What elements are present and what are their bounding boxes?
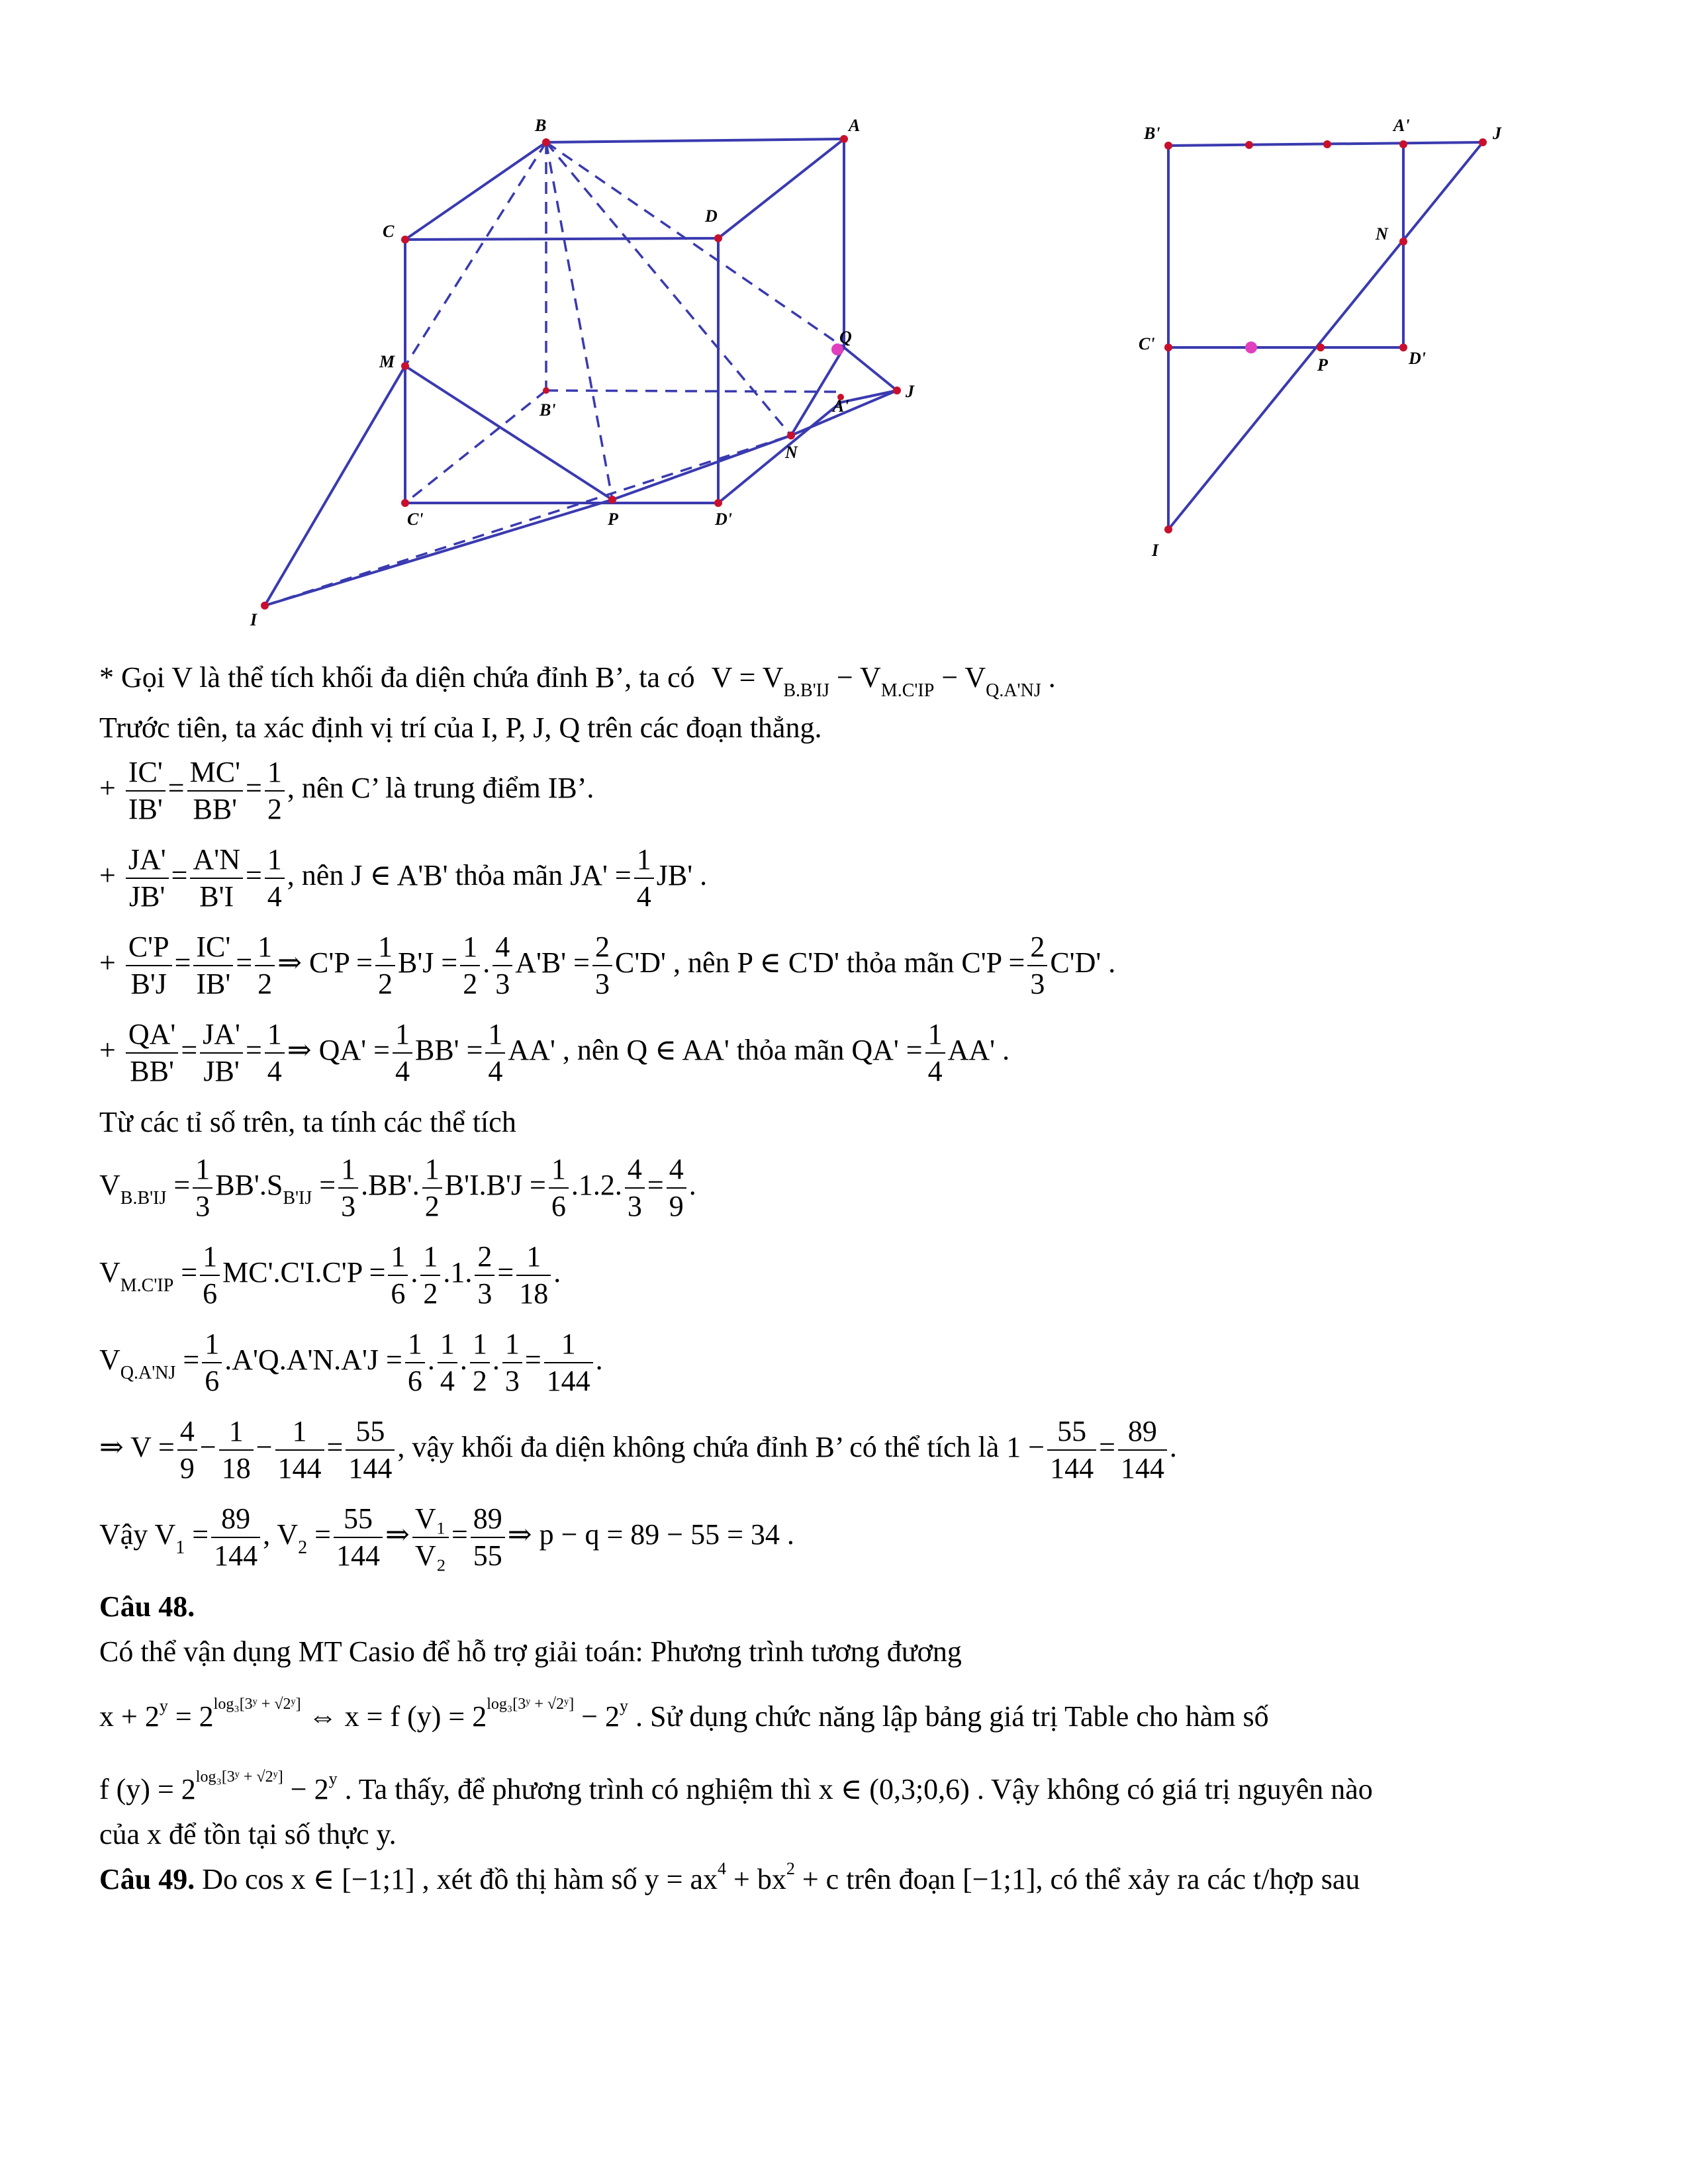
fraction: $\frac{QA'}{BB'}$: [126, 1017, 178, 1089]
label-M: M: [379, 352, 395, 371]
superscript: y: [328, 1769, 338, 1788]
label-A: A: [849, 116, 861, 135]
text: +: [99, 772, 116, 805]
subscript: 2: [298, 1537, 308, 1559]
line-conclusion: Vậy $V_1$ = $\frac{89}{144}$ , $V_2$ = $\frac{55}{144}$ ⇒ $\frac{\text{V₁}}{\text{V₂}}$ = $\frac{89}{55}$ ⇒ p − q = 89 − 55 = 34 .: [99, 1501, 794, 1574]
fraction: $\frac{MC'}{BB'}$: [187, 754, 243, 827]
text: BB' =: [414, 1034, 483, 1067]
cube-vertices: [261, 135, 901, 610]
text: Từ các tỉ số trên, ta tính các thể tích: [99, 1106, 516, 1138]
plane-edges: [1168, 142, 1483, 529]
fraction: $\frac{1}{2}$: [470, 1326, 490, 1399]
text: +: [99, 1034, 116, 1067]
fraction: $\frac{1}{18}$: [219, 1414, 254, 1486]
fraction: $\frac{1}{2}$: [255, 929, 275, 1002]
fraction: $\frac{1}{2}$: [420, 1239, 440, 1312]
cube-figure: [238, 113, 953, 642]
text: − V: [934, 661, 986, 694]
exponent: log₃[3ʸ + √2ʸ]: [195, 1768, 283, 1786]
text: C'D' .: [1050, 946, 1116, 979]
fraction: $\frac{1}{4}$: [265, 842, 285, 915]
fraction: $\frac{1}{18}$: [516, 1239, 551, 1312]
fraction: $\frac{1}{4}$: [925, 1017, 945, 1089]
line-no-integer: của x để tồn tại số thực y.: [99, 1818, 397, 1850]
line-intro: [99, 709, 821, 747]
question-49: Câu 49. Do cos x ∈ [−1;1] , xét đồ thị hàm số $y = ax^4 + bx^2 + c$ trên đoạn [−1;1], có thể xảy ra các t/hợp sau: [99, 1859, 1360, 1895]
fraction: $\frac{\text{V₁}}{\text{V₂}}$: [412, 1501, 449, 1574]
fraction: $\frac{1}{4}$: [438, 1326, 457, 1399]
subscript: Q.A'NJ: [120, 1363, 176, 1384]
fraction: $\frac{A'N}{B'I}$: [190, 842, 242, 915]
superscript: y: [620, 1696, 629, 1715]
text: * Gọi V là thể tích khối đa diện chứa đỉnh B’, ta có: [99, 661, 695, 694]
label-D-prime: D': [715, 510, 732, 529]
line-volume-BBIJ: $V_{B.B'IJ}$ = $\frac{1}{3}$ $BB'.S_{B'IJ}$ = $\frac{1}{3}$ .BB'. $\frac{1}{2}$ B'I.B'J = $\frac{1}{6}$ .1.2. $\frac{4}{3}$ = $\frac{4}{9}$ .: [99, 1152, 696, 1224]
question-48-title: Câu 48.: [99, 1590, 195, 1623]
line-volume-QANJ: $V_{Q.A'NJ}$ = $\frac{1}{6}$ .A'Q.A'N.A'J = $\frac{1}{6}$ . $\frac{1}{4}$ . $\frac{1}{2}$ . $\frac{1}{3}$ = $\frac{1}{144}$ .: [99, 1326, 603, 1399]
text: B'J =: [397, 946, 458, 979]
label-C: C: [383, 222, 395, 241]
fraction: $\frac{1}{4}$: [393, 1017, 412, 1089]
fraction: $\frac{1}{6}$: [388, 1239, 408, 1312]
text: , nên J ∈ A'B' thỏa mãn JA' =: [287, 859, 632, 892]
text: A'B' =: [515, 946, 590, 979]
fraction: $\frac{2}{3}$: [475, 1239, 494, 1312]
fraction: $\frac{55}{144}$: [1047, 1414, 1096, 1486]
text: ⇒ C'P =: [277, 946, 373, 979]
text: +: [99, 859, 116, 892]
fraction: $\frac{1}{4}$: [265, 1017, 285, 1089]
fraction: $\frac{1}{2}$: [422, 1152, 442, 1224]
exponent: log₃[3ʸ + √2ʸ]: [213, 1696, 301, 1713]
text: C'D' , nên P ∈ C'D' thỏa mãn C'P =: [614, 946, 1025, 979]
fraction: $\frac{JA'}{JB'}$: [200, 1017, 243, 1089]
plane-label-I: I: [1152, 541, 1159, 560]
fraction: $\frac{1}{3}$: [338, 1152, 358, 1224]
line-ratio-4: + $\frac{QA'}{BB'}$ = $\frac{JA'}{JB'}$ = $\frac{1}{4}$ ⇒ QA' = $\frac{1}{4}$ BB' = $\frac{1}{4}$ AA' , nên Q ∈ AA' thỏa mãn QA' = $\frac{1}{4}$ AA' .: [99, 1017, 1009, 1089]
line-total-volume: ⇒ V = $\frac{4}{9}$ − $\frac{1}{18}$ − $\frac{1}{144}$ = $\frac{55}{144}$ , vậy khối đa diện không chứa đỉnh B’ có thể tích là 1 − $\frac{55}{144}$ = $\frac{89}{144}$ .: [99, 1414, 1177, 1486]
fraction: $\frac{1}{2}$: [460, 929, 480, 1002]
text: +: [99, 946, 116, 979]
fraction: $\frac{IC'}{IB'}$: [193, 929, 233, 1002]
plane-label-A-prime: A': [1393, 116, 1410, 135]
cube-solid-edges: [265, 139, 897, 606]
label-B: B: [535, 116, 547, 135]
fraction: $\frac{IC'}{IB'}$: [126, 754, 165, 827]
plane-label-B-prime: B': [1144, 124, 1160, 143]
question-49-title: Câu 49.: [99, 1863, 195, 1895]
fraction: $\frac{55}{144}$: [334, 1501, 383, 1574]
superscript: 4: [718, 1859, 727, 1878]
fraction: $\frac{1}{2}$: [375, 929, 395, 1002]
fraction: $\frac{89}{144}$: [1118, 1414, 1167, 1486]
line-volumes-intro: [99, 1104, 516, 1141]
label-I: I: [250, 610, 258, 629]
line-casio-intro: Có thể vận dụng MT Casio để hỗ trợ giải toán: Phương trình tương đương: [99, 1635, 962, 1668]
subscript: B.B'IJ: [120, 1188, 167, 1209]
fraction: $\frac{4}{3}$: [625, 1152, 645, 1224]
fraction: $\frac{1}{144}$: [275, 1414, 324, 1486]
label-C-prime: C': [407, 510, 424, 529]
subscript: B'IJ: [283, 1188, 312, 1209]
fraction: $\frac{4}{9}$: [667, 1152, 686, 1224]
text: .: [1041, 661, 1056, 694]
subscript: Q.A'NJ: [986, 680, 1041, 701]
fraction: $\frac{1}{144}$: [544, 1326, 593, 1399]
fraction: $\frac{1}{4}$: [485, 1017, 505, 1089]
label-N: N: [785, 443, 798, 462]
exponent: log₃[3ʸ + √2ʸ]: [487, 1696, 575, 1713]
fraction: $\frac{1}{6}$: [405, 1326, 425, 1399]
plane-label-C-prime: C': [1139, 334, 1155, 353]
plane-label-D-prime: D': [1409, 349, 1426, 368]
text: , nên C’ là trung điểm IB’.: [287, 772, 594, 805]
label-P: P: [608, 510, 618, 529]
fraction: $\frac{1}{2}$: [265, 754, 285, 827]
fraction: $\frac{2}{3}$: [1027, 929, 1047, 1002]
fraction: $\frac{55}{144}$: [346, 1414, 395, 1486]
fraction: $\frac{4}{9}$: [177, 1414, 197, 1486]
plane-labels: [1139, 116, 1502, 560]
text: ⇒ QA' =: [287, 1034, 390, 1067]
fraction: $\frac{1}{6}$: [549, 1152, 569, 1224]
subscript: 1: [175, 1537, 185, 1559]
text: .: [483, 946, 491, 979]
plane-label-N: N: [1376, 224, 1388, 244]
line-function: f (y) = 2log₃[3ʸ + √2ʸ] − $2^y$ . Ta thấy, để phương trình có nghiệm thì x ∈ (0,3;0,6) . Vậy không có giá trị nguyên nào: [99, 1768, 1373, 1805]
fraction: $\frac{1}{6}$: [202, 1326, 222, 1399]
line-ratio-1: + $\frac{IC'}{IB'}$ = $\frac{MC'}{BB'}$ = $\frac{1}{2}$ , nên C’ là trung điểm IB’.: [99, 754, 594, 827]
subscript: B.B'IJ: [783, 680, 829, 701]
label-J: J: [906, 382, 914, 401]
fraction: $\frac{JA'}{JB'}$: [126, 842, 169, 915]
line-ratio-3: + $\frac{C'P}{B'J}$ = $\frac{IC'}{IB'}$ = $\frac{1}{2}$ ⇒ C'P = $\frac{1}{2}$ B'J = $\frac{1}{2}$ . $\frac{4}{3}$ A'B' = $\frac{2}{3}$ C'D' , nên P ∈ C'D' thỏa mãn C'P = $\frac{2}{3}$ C'D' .: [99, 929, 1115, 1002]
label-A-prime: A': [833, 396, 849, 416]
subscript: M.C'IP: [880, 680, 935, 701]
fraction: $\frac{4}{3}$: [492, 929, 512, 1002]
text: V = V: [711, 661, 784, 694]
line-volume-def: [99, 659, 1056, 700]
text: AA' , nên Q ∈ AA' thỏa mãn QA' =: [508, 1034, 923, 1067]
fraction: $\frac{89}{55}$: [471, 1501, 505, 1574]
line-volume-MCIP: $V_{M.C'IP}$ = $\frac{1}{6}$ MC'.C'I.C'P = $\frac{1}{6}$ . $\frac{1}{2}$ .1. $\frac{2}{3}$ = $\frac{1}{18}$ .: [99, 1239, 561, 1312]
label-D: D: [705, 206, 718, 226]
cube-hidden-edges: [265, 142, 844, 606]
fraction: $\frac{1}{3}$: [193, 1152, 212, 1224]
fraction: $\frac{1}{6}$: [200, 1239, 220, 1312]
plane-figure: [1125, 106, 1549, 569]
cube-labels: [250, 116, 915, 629]
text: − V: [829, 661, 881, 694]
plane-label-J: J: [1493, 124, 1501, 143]
subscript: M.C'IP: [120, 1275, 174, 1297]
superscript: 2: [786, 1859, 795, 1878]
plane-label-P: P: [1317, 355, 1328, 375]
text: Trước tiên, ta xác định vị trí của I, P, J, Q trên các đoạn thẳng.: [99, 711, 822, 744]
fraction: $\frac{89}{144}$: [211, 1501, 260, 1574]
label-Q: Q: [839, 328, 852, 347]
superscript: y: [159, 1696, 168, 1715]
fraction: $\frac{1}{4}$: [634, 842, 654, 915]
fraction: $\frac{C'P}{B'J}$: [126, 929, 172, 1002]
line-equation: $x + 2^y$ = 2log₃[3ʸ + √2ʸ] ⇔ x = f (y) = 2log₃[3ʸ + √2ʸ] − $2^y$ . Sử dụng chức năng lập bảng giá trị Table cho hàm số: [99, 1696, 1269, 1733]
text: AA' .: [947, 1034, 1010, 1067]
label-B-prime: B': [539, 400, 556, 420]
line-ratio-2: + $\frac{JA'}{JB'}$ = $\frac{A'N}{B'I}$ = $\frac{1}{4}$ , nên J ∈ A'B' thỏa mãn JA' = $\frac{1}{4}$ JB' .: [99, 842, 707, 915]
fraction: $\frac{2}{3}$: [592, 929, 612, 1002]
fraction: $\frac{1}{3}$: [502, 1326, 522, 1399]
text: JB' .: [656, 859, 708, 892]
